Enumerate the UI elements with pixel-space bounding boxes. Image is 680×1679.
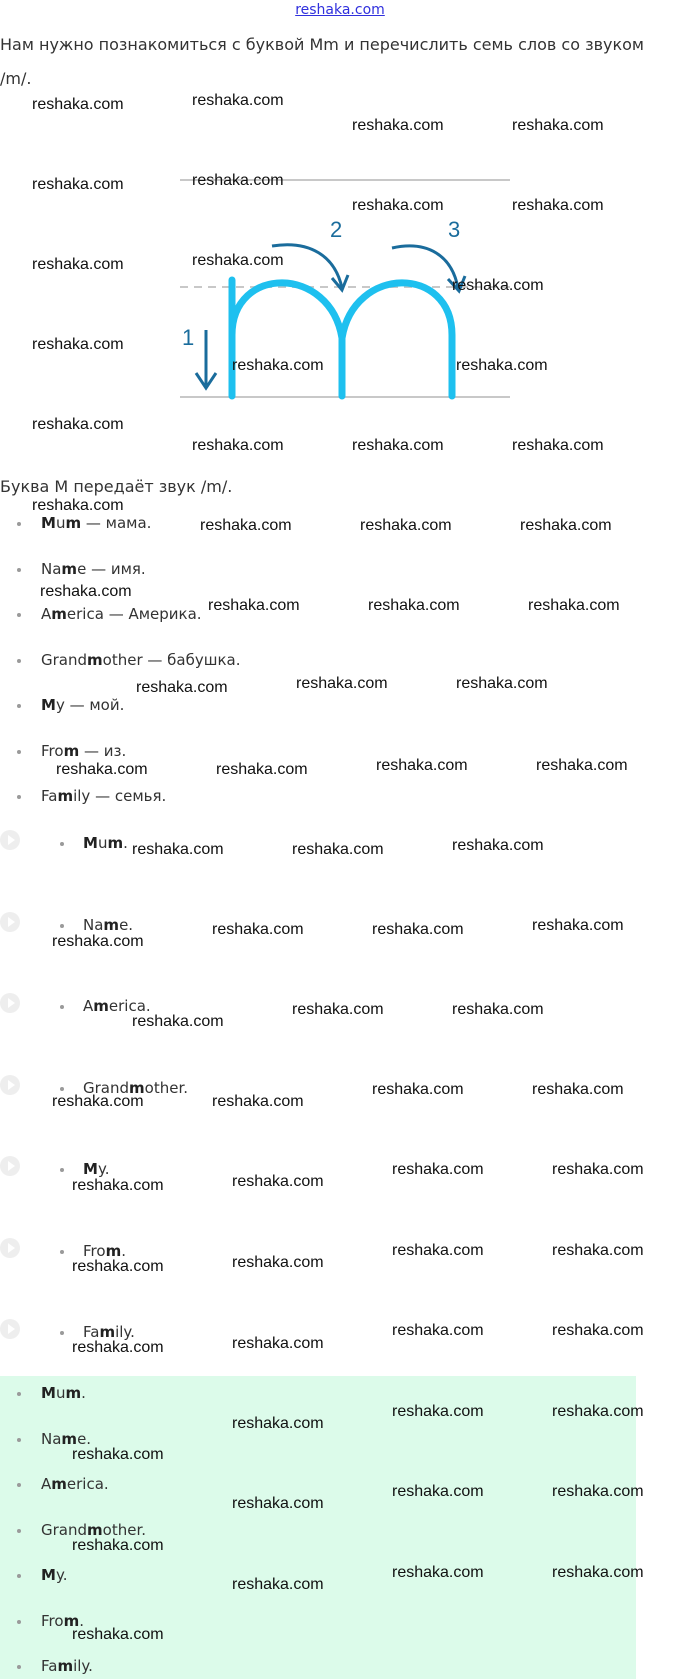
watermark-text: reshaka.com xyxy=(232,1576,324,1593)
watermark-text: reshaka.com xyxy=(32,256,124,273)
audio-word-item-post: . xyxy=(145,997,151,1015)
watermark-text: reshaka.com xyxy=(528,597,620,614)
answer-word-item-bold: m xyxy=(57,1657,74,1675)
bullet-icon xyxy=(17,1529,21,1533)
audio-word-item-mid: ily xyxy=(115,1323,131,1341)
watermark-text: reshaka.com xyxy=(392,1564,484,1581)
bullet-icon xyxy=(17,1574,21,1578)
watermark-text: reshaka.com xyxy=(40,583,132,600)
watermark-text: reshaka.com xyxy=(232,1254,324,1271)
task-intro: Нам нужно познакомиться с буквой Mm и перечислить семь слов со звуком /m/. xyxy=(0,35,644,88)
audio-word-item-mid: y xyxy=(97,1160,105,1178)
watermark-text: reshaka.com xyxy=(552,1161,644,1178)
watermark-text: reshaka.com xyxy=(72,1446,164,1463)
answer-word-item-bold: m xyxy=(87,1520,103,1539)
vocabulary-item-translation: — мой. xyxy=(64,696,125,714)
watermark-text: reshaka.com xyxy=(32,497,124,514)
watermark-text: reshaka.com xyxy=(352,437,444,454)
answer-word-item-bold: M xyxy=(41,1566,56,1584)
watermark-text: reshaka.com xyxy=(292,1001,384,1018)
watermark-text: reshaka.com xyxy=(72,1177,164,1194)
watermark-text: reshaka.com xyxy=(212,1093,304,1110)
audio-word-item-bold: M xyxy=(83,834,98,852)
vocabulary-item xyxy=(41,696,124,714)
watermark-text: reshaka.com xyxy=(52,933,144,950)
vocabulary-item-mid: u xyxy=(55,514,66,532)
watermark-text: reshaka.com xyxy=(536,757,628,774)
audio-word-item xyxy=(83,834,128,852)
watermark-text: reshaka.com xyxy=(136,679,228,696)
answer-word-item-bold2: m xyxy=(65,1384,82,1402)
vocabulary-item xyxy=(41,560,146,578)
bullet-icon xyxy=(17,704,21,708)
watermark-text: reshaka.com xyxy=(72,1339,164,1356)
bullet-icon xyxy=(60,924,64,928)
vocabulary-item-bold: m xyxy=(51,605,67,623)
audio-word-item xyxy=(83,1242,126,1260)
vocabulary-item-translation: — из. xyxy=(79,741,127,760)
answer-word-item xyxy=(41,1430,91,1448)
answer-word-item-post: . xyxy=(88,1657,93,1675)
watermark-text: reshaka.com xyxy=(352,117,444,134)
watermark-text: reshaka.com xyxy=(452,837,544,854)
bullet-icon xyxy=(17,568,21,572)
vocabulary-item-translation: — Америка. xyxy=(103,605,202,623)
watermark-text: reshaka.com xyxy=(232,1495,324,1512)
watermark-text: reshaka.com xyxy=(368,597,460,614)
answer-word-item-bold: M xyxy=(41,1384,56,1402)
watermark-text: reshaka.com xyxy=(32,176,124,193)
watermark-text: reshaka.com xyxy=(232,1335,324,1352)
vocabulary-item xyxy=(41,605,202,623)
watermark-text: reshaka.com xyxy=(372,1081,464,1098)
play-audio-icon[interactable] xyxy=(0,830,20,850)
stroke-number-1: 1 xyxy=(182,325,195,350)
vocabulary-item-bold: m xyxy=(61,559,78,578)
audio-word-item-bold2: m xyxy=(107,834,124,852)
audio-word-item-bold: m xyxy=(129,1078,145,1097)
vocabulary-item-translation: — мама. xyxy=(81,514,152,532)
bullet-icon xyxy=(17,613,21,617)
watermark-text: reshaka.com xyxy=(72,1537,164,1554)
audio-word-item-post: . xyxy=(183,1078,189,1097)
audio-word-item-mid: e xyxy=(119,915,129,934)
play-audio-icon[interactable] xyxy=(0,1075,20,1095)
audio-word-item-post: . xyxy=(128,915,134,934)
bullet-icon xyxy=(17,522,21,526)
audio-word-item-pre: Grand xyxy=(83,1078,130,1097)
audio-word-item xyxy=(83,1160,109,1178)
bullet-icon xyxy=(60,842,64,846)
bullet-icon xyxy=(17,1483,21,1487)
vocabulary-item-mid: erica xyxy=(66,605,104,623)
vocabulary-item-pre: Fro xyxy=(41,741,64,760)
watermark-text: reshaka.com xyxy=(532,1081,624,1098)
answer-word-item-pre: Grand xyxy=(41,1520,88,1539)
watermark-text: reshaka.com xyxy=(52,1093,144,1110)
audio-word-item-bold: m xyxy=(99,1323,116,1341)
answer-word-item-bold: m xyxy=(61,1429,78,1448)
audio-word-item-bold: m xyxy=(105,1241,122,1260)
answer-word-item-mid: e xyxy=(77,1429,87,1448)
play-audio-icon[interactable] xyxy=(0,1319,20,1339)
bullet-icon xyxy=(17,659,21,663)
vocabulary-item xyxy=(41,651,240,669)
audio-word-item-pre: Fro xyxy=(83,1241,106,1260)
watermark-text: reshaka.com xyxy=(292,841,384,858)
watermark-text: reshaka.com xyxy=(392,1322,484,1339)
watermark-text: reshaka.com xyxy=(552,1564,644,1581)
vocabulary-item xyxy=(41,514,151,532)
audio-word-item-pre: Na xyxy=(83,915,104,934)
watermark-text: reshaka.com xyxy=(392,1403,484,1420)
vocabulary-item-bold: m xyxy=(57,787,74,805)
watermark-text: reshaka.com xyxy=(532,917,624,934)
vocabulary-item-translation: — имя. xyxy=(86,559,146,578)
bullet-icon xyxy=(60,1331,64,1335)
watermark-text: reshaka.com xyxy=(512,117,604,134)
vocabulary-item xyxy=(41,787,166,805)
answer-word-item-bold: m xyxy=(63,1611,80,1630)
watermark-text: reshaka.com xyxy=(360,517,452,534)
vocabulary-item-mid: e xyxy=(77,559,87,578)
vocabulary-item xyxy=(41,742,126,760)
letter-m-stroke xyxy=(232,280,452,396)
answer-word-item-pre: Fa xyxy=(41,1657,58,1675)
watermark-text: reshaka.com xyxy=(372,921,464,938)
vocabulary-item-bold: M xyxy=(41,514,56,532)
answer-word-item xyxy=(41,1521,146,1539)
watermark-text: reshaka.com xyxy=(456,675,548,692)
answer-word-item-post: . xyxy=(62,1566,68,1584)
vocabulary-item-pre: Grand xyxy=(41,650,88,669)
audio-word-item-post: . xyxy=(130,1323,135,1341)
watermark-text: reshaka.com xyxy=(392,1161,484,1178)
watermark-text: reshaka.com xyxy=(32,336,124,353)
watermark-text: reshaka.com xyxy=(72,1258,164,1275)
vocabulary-item-pre: A xyxy=(41,605,52,623)
audio-word-item xyxy=(83,916,133,934)
watermark-text: reshaka.com xyxy=(212,921,304,938)
audio-word-item-post: . xyxy=(123,834,128,852)
vocabulary-item-bold2: m xyxy=(65,514,82,532)
watermark-text: reshaka.com xyxy=(208,597,300,614)
watermark-text: reshaka.com xyxy=(72,1626,164,1643)
audio-word-item-mid: erica xyxy=(108,997,146,1015)
answer-word-item-post: . xyxy=(86,1429,92,1448)
answer-word-item-mid: u xyxy=(55,1384,66,1402)
audio-word-item-pre: A xyxy=(83,997,94,1015)
answer-word-item-bold: m xyxy=(51,1475,67,1493)
answer-word-item-pre: Na xyxy=(41,1429,62,1448)
watermark-text: reshaka.com xyxy=(512,197,604,214)
answer-word-item xyxy=(41,1566,67,1584)
answer-word-item-mid: other xyxy=(102,1520,142,1539)
answer-word-item xyxy=(41,1384,86,1402)
bullet-icon xyxy=(60,1005,64,1009)
watermark-text: reshaka.com xyxy=(232,1415,324,1432)
answer-word-item-pre: Fro xyxy=(41,1611,64,1630)
bullet-icon xyxy=(60,1087,64,1091)
watermark-text: reshaka.com xyxy=(452,277,544,294)
watermark-text: reshaka.com xyxy=(232,1173,324,1190)
bullet-icon xyxy=(17,795,21,799)
vocabulary-item-pre: Fa xyxy=(41,787,58,805)
watermark-text: reshaka.com xyxy=(216,761,308,778)
answer-word-item-post: . xyxy=(103,1475,109,1493)
site-link[interactable]: reshaka.com xyxy=(295,2,385,18)
watermark-text: reshaka.com xyxy=(552,1403,644,1420)
vocabulary-item-bold: M xyxy=(41,696,56,714)
answer-word-item-pre: A xyxy=(41,1475,52,1493)
watermark-text: reshaka.com xyxy=(552,1242,644,1259)
play-audio-icon[interactable] xyxy=(0,912,20,932)
vocabulary-item-translation: — бабушка. xyxy=(142,650,241,669)
vocabulary-item-pre: Na xyxy=(41,559,62,578)
play-audio-icon[interactable] xyxy=(0,993,20,1013)
audio-word-item-mid: u xyxy=(97,834,108,852)
bullet-icon xyxy=(17,1392,21,1396)
vocabulary-item-bold: m xyxy=(63,741,80,760)
watermark-text: reshaka.com xyxy=(56,761,148,778)
audio-word-item-bold: m xyxy=(103,915,120,934)
bullet-icon xyxy=(60,1168,64,1172)
watermark-text: reshaka.com xyxy=(132,1013,224,1030)
bullet-icon xyxy=(17,1620,21,1624)
watermark-text: reshaka.com xyxy=(192,172,284,189)
answer-word-item-mid: y xyxy=(55,1566,63,1584)
answer-word-item-post: . xyxy=(141,1520,147,1539)
vocabulary-item-mid: y xyxy=(55,696,65,714)
watermark-text: reshaka.com xyxy=(192,252,284,269)
watermark-text: reshaka.com xyxy=(552,1322,644,1339)
answer-word-item xyxy=(41,1475,109,1493)
watermark-text: reshaka.com xyxy=(512,437,604,454)
watermark-text: reshaka.com xyxy=(232,357,324,374)
watermark-text: reshaka.com xyxy=(200,517,292,534)
vocabulary-item-bold: m xyxy=(87,650,103,669)
watermark-text: reshaka.com xyxy=(32,96,124,113)
watermark-text: reshaka.com xyxy=(452,1001,544,1018)
audio-word-item-bold: m xyxy=(93,997,109,1015)
answer-word-item-post: . xyxy=(81,1384,86,1402)
audio-word-item-pre: Fa xyxy=(83,1323,100,1341)
watermark-text: reshaka.com xyxy=(520,517,612,534)
vocabulary-item-mid: ily xyxy=(73,787,91,805)
answer-word-item-post: . xyxy=(79,1611,84,1630)
audio-word-item-mid: other xyxy=(144,1078,184,1097)
stroke-number-3: 3 xyxy=(448,217,461,242)
answer-word-item xyxy=(41,1657,93,1675)
watermark-text: reshaka.com xyxy=(192,437,284,454)
sound-statement: Буква M передаёт звук /m/. xyxy=(0,477,233,496)
audio-word-item-post: . xyxy=(104,1160,110,1178)
audio-word-item-post: . xyxy=(121,1241,126,1260)
answer-word-item-mid: ily xyxy=(73,1657,89,1675)
stroke-number-2: 2 xyxy=(330,217,343,242)
vocabulary-item-translation: — семья. xyxy=(90,787,167,805)
bullet-icon xyxy=(17,1438,21,1442)
watermark-text: reshaka.com xyxy=(376,757,468,774)
play-audio-icon[interactable] xyxy=(0,1156,20,1176)
watermark-text: reshaka.com xyxy=(192,92,284,109)
watermark-text: reshaka.com xyxy=(392,1483,484,1500)
watermark-text: reshaka.com xyxy=(296,675,388,692)
audio-word-item-bold: M xyxy=(83,1160,98,1178)
bullet-icon xyxy=(17,1665,21,1669)
play-audio-icon[interactable] xyxy=(0,1238,20,1258)
bullet-icon xyxy=(17,750,21,754)
watermark-text: reshaka.com xyxy=(456,357,548,374)
vocabulary-item-mid: other xyxy=(102,650,143,669)
answer-word-item-mid: erica xyxy=(66,1475,104,1493)
watermark-text: reshaka.com xyxy=(552,1483,644,1500)
watermark-text: reshaka.com xyxy=(352,197,444,214)
watermark-text: reshaka.com xyxy=(392,1242,484,1259)
watermark-text: reshaka.com xyxy=(32,416,124,433)
watermark-text: reshaka.com xyxy=(132,841,224,858)
bullet-icon xyxy=(60,1250,64,1254)
